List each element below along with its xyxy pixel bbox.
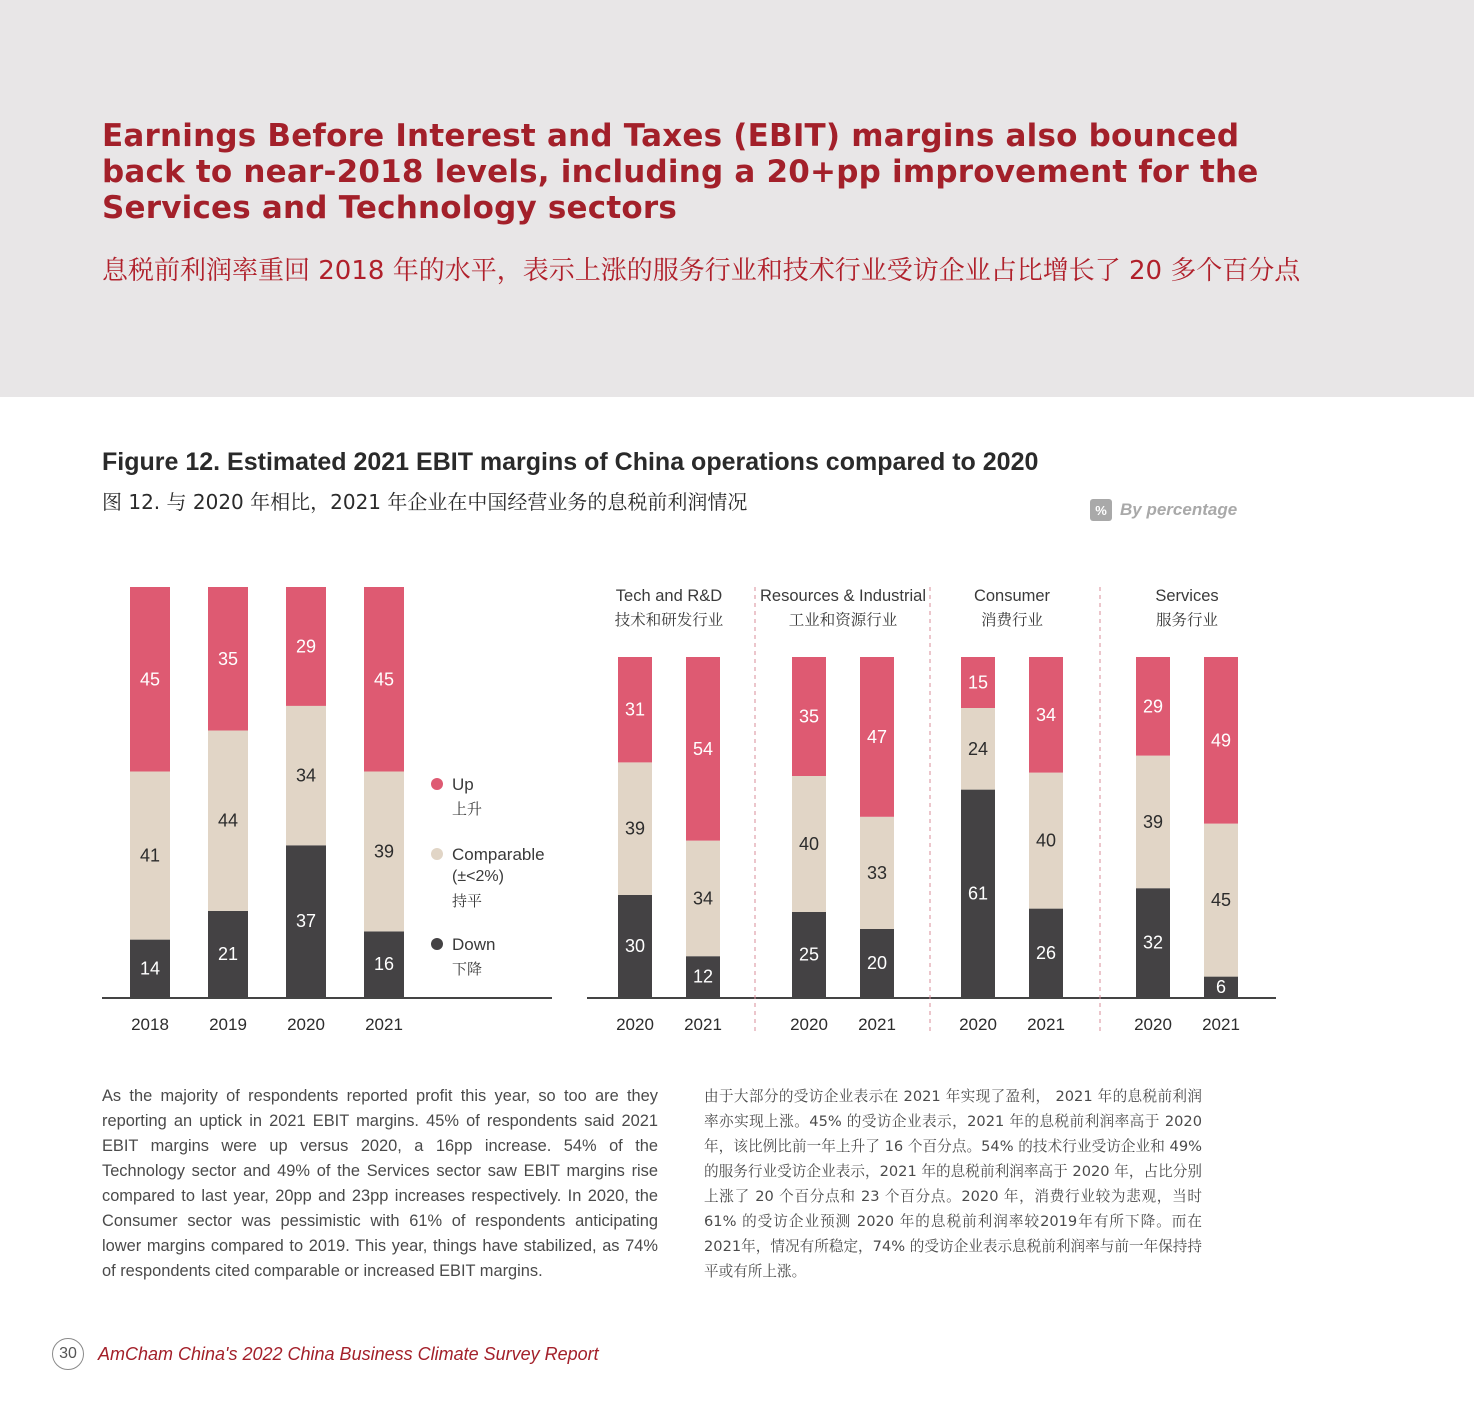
sector-services-2020-up-label: 29 [1142, 696, 1164, 717]
ebit-chart [0, 540, 1474, 1060]
unit-label: By percentage [1120, 500, 1238, 519]
sector-tech-and-r-d-2021-up-label: 54 [692, 738, 714, 759]
overall-tick-2021: 2021 [365, 1015, 403, 1034]
overall-2021-up-label: 45 [373, 669, 395, 690]
figure-title: Figure 12. Estimated 2021 EBIT margins of China operations compared to 2020 [102, 448, 1039, 476]
overall-2021-down-label: 16 [373, 954, 395, 975]
overall-tick-2020: 2020 [287, 1015, 325, 1034]
sector-services-tick-2021: 2021 [1202, 1015, 1240, 1034]
sector-resources-industrial-2021-comparable-label: 33 [866, 862, 888, 883]
sector-resources-industrial-tick-2020: 2020 [790, 1015, 828, 1034]
sector-consumer-2021-down-label: 26 [1035, 942, 1057, 963]
sector-tech-and-r-d-title: Tech and R&D [615, 587, 723, 605]
sector-resources-industrial-title-cn: 工业和资源行业 [788, 611, 898, 629]
overall-2019-down-label: 21 [217, 943, 239, 964]
overall-2020-comparable-label: 34 [295, 765, 317, 786]
overall-tick-2018: 2018 [131, 1015, 169, 1034]
footer [52, 1338, 599, 1370]
sector-services-2020-comparable-label: 39 [1142, 811, 1164, 832]
sector-tech-and-r-d-2021-comparable-label: 34 [692, 888, 714, 909]
sector-consumer-2020-up-label: 15 [967, 672, 989, 693]
legend-comparable-swatch [431, 848, 443, 860]
legend-down-label: Down [452, 935, 496, 954]
body-text-en: As the majority of respondents reported profit this year, so too are they reporting an uptick in 2021 EBIT margins. 45% of respondents said 2021 EBIT margins were up versus 2020, a 16pp increase. 54% of the Technology sector and 49% of the Services sector saw EBIT margins rise compared to last year, 20pp and 23pp increases respectively. In 2020, the Consumer sector was pessimistic with 61% of respondents anticipating lower margins compared to 2019. This year, things have stabilized, as 74% of respondents cited comparable or increased EBIT margins. [102, 1087, 658, 1280]
sector-consumer-tick-2020: 2020 [959, 1015, 997, 1034]
overall-2019-comparable-label: 44 [217, 810, 239, 831]
unit-note [1090, 499, 1237, 521]
sector-resources-industrial-2020-up-label: 35 [798, 706, 820, 727]
overall-2020-down-label: 37 [295, 911, 317, 932]
overall-tick-2019: 2019 [209, 1015, 247, 1034]
sector-resources-industrial-2021-up-label: 47 [866, 726, 888, 747]
sector-resources-industrial-2020-comparable-label: 40 [798, 834, 820, 854]
sector-consumer-2020-comparable-label: 24 [967, 738, 989, 759]
legend-up-label-cn: 上升 [452, 800, 483, 818]
sector-resources-industrial-2020-down-label: 25 [798, 944, 820, 965]
sector-consumer-2021-up-label: 34 [1035, 704, 1057, 725]
sector-services-title: Services [1155, 587, 1219, 605]
sector-tech-and-r-d-2020-down-label: 30 [624, 936, 646, 956]
legend-up-label: Up [452, 775, 474, 794]
page-number: 30 [52, 1338, 84, 1370]
overall-2018-up-label: 45 [139, 669, 161, 690]
page-title: Earnings Before Interest and Taxes (EBIT) margins also bounced back to near-2018 levels, including a 20+pp improvement for the Services and Technology sectors [102, 118, 1259, 226]
report-title: AmCham China's 2022 China Business Climate Survey Report [98, 1343, 599, 1364]
sector-services-2020-down-label: 32 [1142, 932, 1164, 953]
sector-resources-industrial-2021-down-label: 20 [866, 953, 888, 973]
sector-tech-and-r-d-2021-down-label: 12 [692, 966, 714, 987]
sector-resources-industrial-tick-2021: 2021 [858, 1015, 896, 1034]
sector-consumer-2021-comparable-label: 40 [1035, 830, 1057, 851]
overall-2018-down-label: 14 [139, 958, 161, 979]
legend-comparable-label-cn: 持平 [452, 892, 483, 910]
legend-down-label-cn: 下降 [452, 960, 483, 978]
sector-consumer-title: Consumer [973, 587, 1051, 605]
overall-2020-up-label: 29 [295, 636, 317, 657]
overall-2018-comparable-label: 41 [139, 845, 161, 866]
legend-down-swatch [431, 938, 443, 950]
page-title-cn: 息税前利润率重回 2018 年的水平，表示上涨的服务行业和技术行业受访企业占比增长了 20 多个百分点 [102, 256, 1301, 286]
sector-tech-and-r-d-tick-2020: 2020 [616, 1015, 654, 1034]
sector-services-2021-up-label: 49 [1210, 730, 1232, 751]
overall-2019-up-label: 35 [217, 648, 239, 669]
sector-resources-industrial-title: Resources & Industrial [760, 587, 926, 605]
sector-consumer-2020-down-label: 61 [967, 883, 989, 904]
sector-tech-and-r-d-tick-2021: 2021 [684, 1015, 722, 1034]
sector-services-tick-2020: 2020 [1134, 1015, 1172, 1034]
sector-tech-and-r-d-title-cn: 技术和研发行业 [614, 611, 724, 629]
overall-2021-comparable-label: 39 [373, 841, 395, 862]
sector-tech-and-r-d-2020-comparable-label: 39 [624, 818, 646, 839]
sector-services-2021-comparable-label: 45 [1210, 890, 1232, 911]
body-text-cn: 由于大部分的受访企业表示在 2021 年实现了盈利， 2021 年的息税前利润率亦实现上涨。45% 的受访企业表示，2021 年的息税前利润率高于 2020 年，该比例比前一年上升了 16 个百分点。54% 的技术行业受访企业和 49% 的服务行业受访企业表示，2021 年的息税前利润率高于 2020 年，占比分别上涨了 20 个百分点和 23 个百分点。2020 年，消费行业较为悲观，当时 61% 的受访企业预测 2020 年的息税前利润率较2019年有所下降。而在2021年，情况有所稳定，74% 的受访企业表示息税前利润率与前一年保持持平或有所上涨。 [704, 1088, 1202, 1280]
sector-consumer-title-cn: 消费行业 [980, 611, 1044, 629]
figure-title-cn: 图 12. 与 2020 年相比，2021 年企业在中国经营业务的息税前利润情况 [102, 490, 748, 514]
sector-tech-and-r-d-2020-up-label: 31 [624, 699, 646, 720]
legend-up-swatch [431, 778, 443, 790]
header-band [0, 0, 1474, 397]
sector-consumer-tick-2021: 2021 [1027, 1015, 1065, 1034]
sector-services-2021-down-label: 6 [1215, 976, 1227, 997]
legend-comparable-label-range: (±<2%) [452, 868, 504, 885]
legend-comparable-label: Comparable [452, 845, 545, 864]
percent-icon: % [1090, 499, 1112, 521]
sector-services-title-cn: 服务行业 [1155, 611, 1219, 629]
